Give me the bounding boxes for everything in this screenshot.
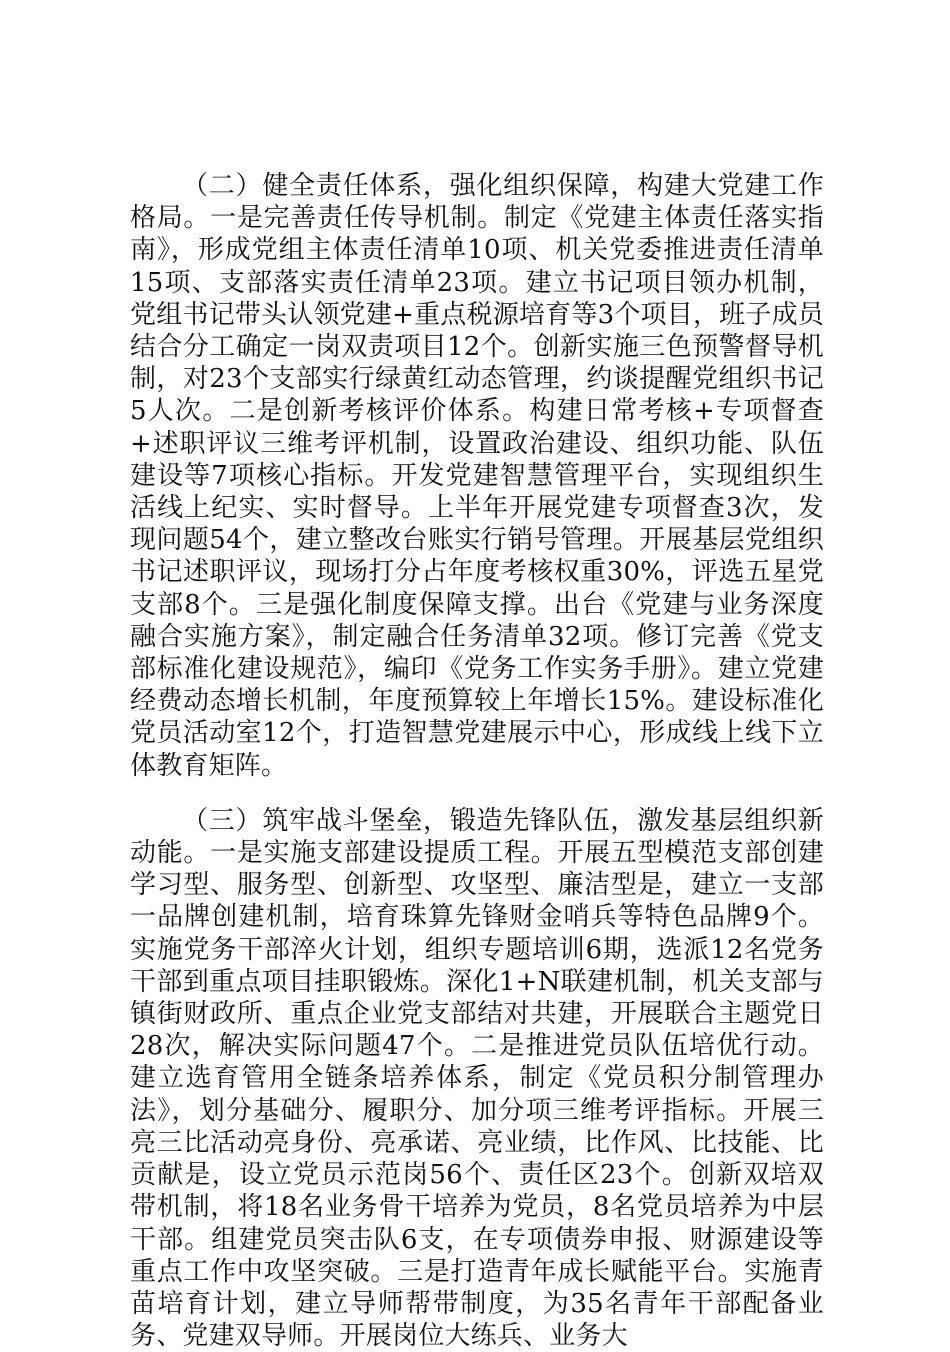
document-body (130, 170, 824, 1352)
paragraph-responsibility-system: （二）健全责任体系，强化组织保障，构建大党建工作格局。一是完善责任传导机制。制定《党建主体责任落实指南》，形成党组主体责任清单10项、机关党委推进责任清单15项、支部落实责任清单23项。建立书记项目领办机制，党组书记带头认领党建+重点税源培育等3个项目，班子成员结合分工确定一岗双责项目12个。创新实施三色预警督导机制，对23个支部实行绿黄红动态管理，约谈提醒党组织书记5人次。二是创新考核评价体系。构建日常考核+专项督查+述职评议三维考评机制，设置政治建设、组织功能、队伍建设等7项核心指标。开发党建智慧管理平台，实现组织生活线上纪实、实时督导。上半年开展党建专项督查3次，发现问题54个，建立整改台账实行销号管理。开展基层党组织书记述职评议，现场打分占年度考核权重30%，评选五星党支部8个。三是强化制度保障支撑。出台《党建与业务深度融合实施方案》，制定融合任务清单32项。修订完善《党支部标准化建设规范》，编印《党务工作实务手册》。建立党建经费动态增长机制，年度预算较上年增长15%。建设标准化党员活动室12个，打造智慧党建展示中心，形成线上线下立体教育矩阵。 (130, 171, 824, 781)
paragraph-fighting-fortress: （三）筑牢战斗堡垒，锻造先锋队伍，激发基层组织新动能。一是实施支部建设提质工程。开展五型模范支部创建学习型、服务型、创新型、攻坚型、廉洁型是，建立一支部一品牌创建机制，培育珠算先锋财金哨兵等特色品牌9个。实施党务干部淬火计划，组织专题培训6期，选派12名党务干部到重点项目挂职锻炼。深化1+N联建机制，机关支部与镇街财政所、重点企业党支部结对共建，开展联合主题党日28次，解决实际问题47个。二是推进党员队伍培优行动。建立选育管用全链条培养体系，制定《党员积分制管理办法》，划分基础分、履职分、加分项三维考评指标。开展三亮三比活动亮身份、亮承诺、亮业绩，比作风、比技能、比贡献是，设立党员示范岗56个、责任区23个。创新双培双带机制，将18名业务骨干培养为党员，8名党员培养为中层干部。组建党员突击队6支，在专项债券申报、财源建设等重点工作中攻坚突破。三是打造青年成长赋能平台。实施青苗培育计划，建立导师帮带制度，为35名青年干部配备业务、党建双导师。开展岗位大练兵、业务大 (130, 805, 824, 1352)
